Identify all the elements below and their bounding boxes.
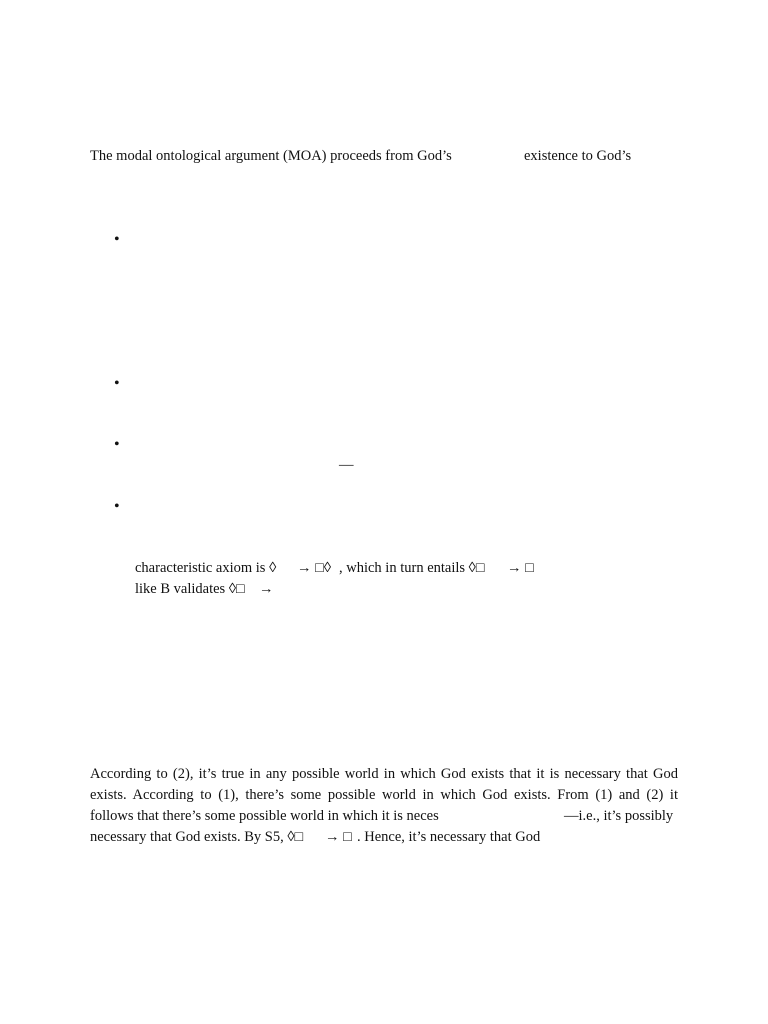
conclusion-text-4a: necessary that God exists. By S5, ◊□: [90, 829, 304, 845]
conclusion-paragraph: [90, 764, 678, 806]
conclusion-row-3-end: [564, 806, 673, 827]
intro-text-start: The modal ontological argument (MOA) proceeds from God’s: [90, 148, 452, 164]
conclusion-row-1: According to (2), it’s true in any possible world in which God exists that it is necessary that God: [90, 766, 678, 782]
conclusion-row-4-end: [357, 827, 540, 848]
bullet-marker-4: •: [114, 498, 120, 515]
bullet-marker-1: •: [114, 231, 120, 248]
axiom-line-2: [135, 579, 245, 600]
bullet-marker-2: •: [114, 375, 120, 392]
intro-line-end: [524, 146, 631, 167]
intro-line: [90, 146, 452, 167]
conclusion-row-4-mid: [325, 827, 352, 848]
axiom-line-1: [135, 558, 276, 579]
axiom-line-1-part-d: [507, 558, 534, 579]
axiom-text-2b: →: [259, 581, 274, 597]
axiom-text-2a: like B validates ◊□: [135, 581, 245, 597]
axiom-text-1c: , which in turn entails ◊□: [339, 560, 485, 576]
conclusion-text-4c: . Hence, it’s necessary that God: [357, 829, 541, 845]
conclusion-text-3b: —i.e., it’s possibly: [564, 808, 674, 824]
axiom-line-1-part-c: [339, 558, 485, 579]
conclusion-row-3-start: [90, 806, 439, 827]
axiom-text-1b: → □◊: [297, 560, 332, 576]
axiom-line-1-part-b: [297, 558, 331, 579]
conclusion-row-2: exists. According to (1), there’s some possible world in which God exists. From (1) and (2) it: [90, 787, 678, 803]
axiom-text-1a: characteristic axiom is ◊: [135, 560, 277, 576]
conclusion-text-4b: → □: [325, 829, 352, 845]
bullet-marker-3: •: [114, 436, 120, 453]
conclusion-row-4-start: [90, 827, 303, 848]
axiom-text-1d: → □: [507, 560, 534, 576]
intro-text-end: existence to God’s: [524, 148, 632, 164]
conclusion-text-3a: follows that there’s some possible world in which it is neces: [90, 808, 439, 824]
em-dash-mark: —: [339, 457, 354, 473]
axiom-line-2-part-b: [259, 579, 274, 600]
